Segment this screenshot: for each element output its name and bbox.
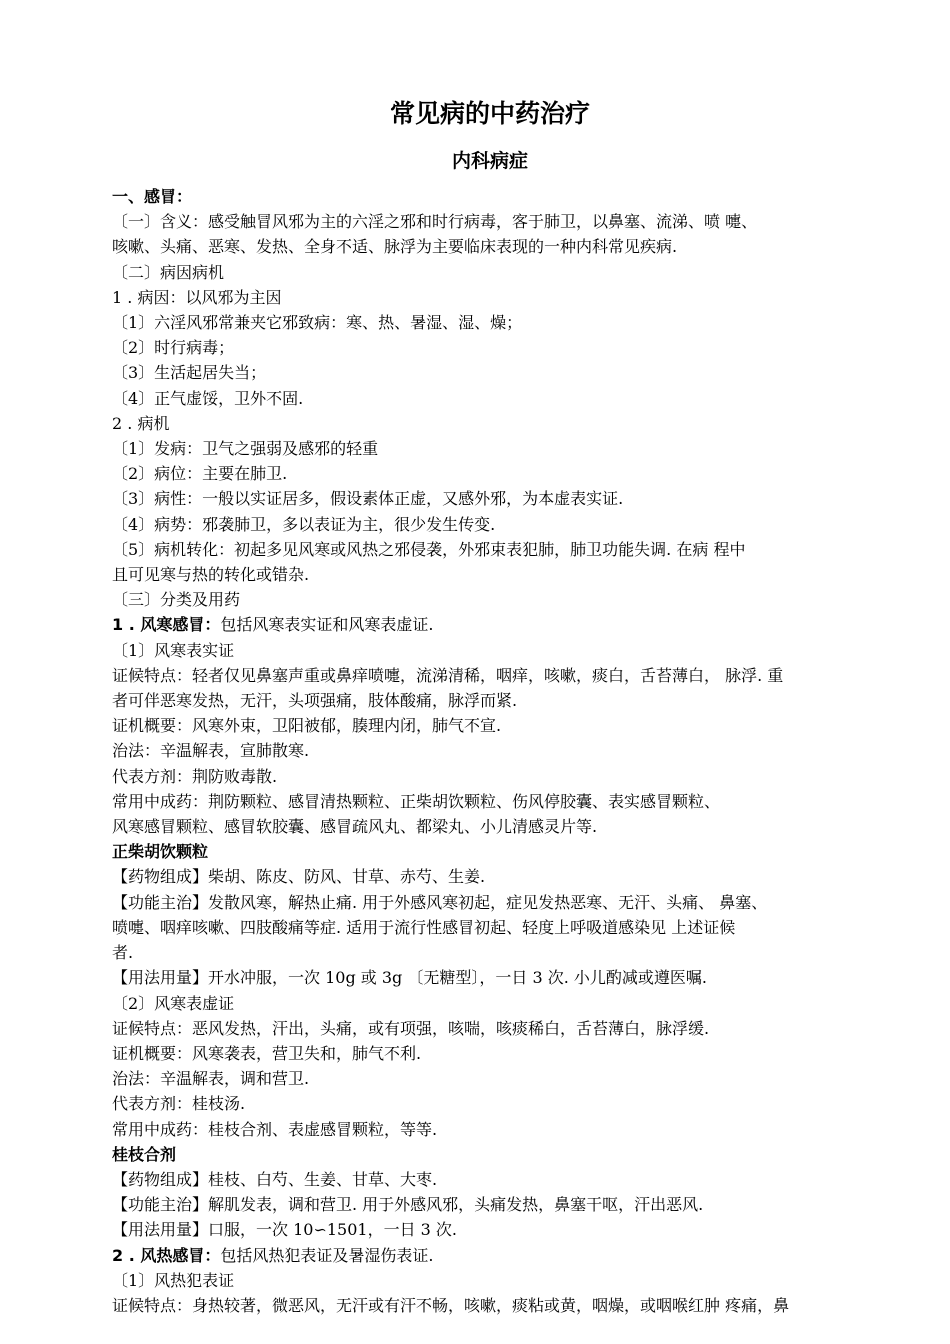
text-line xyxy=(112,839,868,864)
text-line xyxy=(112,411,868,436)
line-text: 〔3〕病性：一般以实证居多，假设素体正虚，又感外邪，为本虚表实证. xyxy=(112,489,624,509)
document-body xyxy=(112,184,868,1318)
text-line xyxy=(112,738,868,763)
text-line xyxy=(112,1167,868,1192)
line-text: 风寒感冒颗粒、感冒软胶囊、感冒疏风丸、都梁丸、小儿清感灵片等. xyxy=(112,817,598,837)
line-text: 〔2〕病位：主要在肺卫. xyxy=(112,464,288,484)
text-line xyxy=(112,1041,868,1066)
bold-heading: 一、感冒： xyxy=(112,187,193,206)
line-text: 常用中成药：桂枝合剂、表虚感冒颗粒，等等. xyxy=(112,1119,438,1139)
line-text: 者可伴恶寒发热，无汗，头项强痛，肢体酸痛，脉浮而紧. xyxy=(112,691,518,711)
line-text: 〔4〕正气虚馁，卫外不固. xyxy=(112,388,304,408)
text-line xyxy=(112,965,868,990)
text-line xyxy=(112,1217,868,1242)
line-text: 【药物组成】柴胡、陈皮、防风、甘草、赤芍、生姜. xyxy=(112,867,486,887)
text-line xyxy=(112,537,868,562)
text-line xyxy=(112,1016,868,1041)
text-line xyxy=(112,486,868,511)
text-line xyxy=(112,663,868,688)
line-text: 〔2〕风寒表虚证 xyxy=(112,993,235,1013)
line-text: 证候特点：轻者仅见鼻塞声重或鼻痒喷嚏，流涕清稀，咽痒，咳嗽，痰白，舌苔薄白， 脉浮. 重 xyxy=(112,665,784,685)
text-line xyxy=(112,688,868,713)
line-text: 证机概要：风寒袭表，营卫失和，肺气不利. xyxy=(112,1043,422,1063)
line-text: 代表方剂：荆防败毒散. xyxy=(112,766,278,786)
text-line xyxy=(112,764,868,789)
text-line xyxy=(112,285,868,310)
text-line xyxy=(112,1293,868,1318)
text-line xyxy=(112,1142,868,1167)
line-text: 〔二〕病因病机 xyxy=(112,262,225,282)
line-text: 1 . 病因：以风邪为主因 xyxy=(112,287,282,307)
text-line xyxy=(112,234,868,259)
text-line xyxy=(112,1066,868,1091)
text-line xyxy=(112,814,868,839)
line-text: 证机概要：风寒外束，卫阳被郁，腠理内闭，肺气不宣. xyxy=(112,716,502,736)
text-line xyxy=(112,1091,868,1116)
bold-heading: 2 . 风热感冒： xyxy=(112,1245,221,1265)
text-line xyxy=(112,386,868,411)
text-line xyxy=(112,562,868,587)
text-line xyxy=(112,1117,868,1142)
text-line xyxy=(112,461,868,486)
line-text: 治法：辛温解表，调和营卫. xyxy=(112,1069,310,1089)
text-line xyxy=(112,1243,868,1268)
text-line xyxy=(112,436,868,461)
line-text: 〔3〕生活起居失当； xyxy=(112,363,267,383)
line-text: 喷嚏、咽痒咳嗽、四肢酸痛等症. 适用于流行性感冒初起、轻度上呼吸道感染见 上述证候 xyxy=(112,917,736,937)
line-text: 〔1〕风热犯表证 xyxy=(112,1270,235,1290)
section-subtitle: 内科病症 xyxy=(451,150,528,172)
text-line xyxy=(112,260,868,285)
line-text: 咳嗽、头痛、恶寒、发热、全身不适、脉浮为主要临床表现的一种内科常见疾病. xyxy=(112,237,678,257)
text-line xyxy=(112,1268,868,1293)
text-line xyxy=(112,612,868,637)
line-text: 【功能主治】发散风寒，解热止痛. 用于外感风寒初起，症见发热恶寒、无汗、头痛、 鼻塞、 xyxy=(112,892,768,912)
line-text: 〔一〕含义：感受触冒风邪为主的六淫之邪和时行病毒，客于肺卫，以鼻塞、流涕、喷 嚏、 xyxy=(112,212,758,232)
line-text: 常用中成药：荆防颗粒、感冒清热颗粒、正柴胡饮颗粒、伤风停胶囊、表实感冒颗粒、 xyxy=(112,791,721,811)
bold-heading: 正柴胡饮颗粒 xyxy=(112,842,209,862)
text-line xyxy=(112,991,868,1016)
line-text: 证候特点：身热较著，微恶风，无汗或有汗不畅，咳嗽，痰粘或黄，咽燥，或咽喉红肿 疼痛，鼻 xyxy=(112,1295,790,1315)
text-line xyxy=(112,713,868,738)
line-text: 【用法用量】开水冲服，一次 10g 或 3g 〔无糖型〕，一日 3 次. 小儿酌减或遵医嘱. xyxy=(112,968,707,988)
text-line xyxy=(112,789,868,814)
line-text: 〔三〕分类及用药 xyxy=(112,590,241,610)
line-text: 治法：辛温解表，宣肺散寒. xyxy=(112,741,310,761)
line-text: 2 . 病机 xyxy=(112,413,170,433)
text-line xyxy=(112,915,868,940)
text-line xyxy=(112,587,868,612)
text-line xyxy=(112,890,868,915)
line-text: 〔2〕时行病毒； xyxy=(112,338,235,358)
text-line xyxy=(112,335,868,360)
text-line xyxy=(112,310,868,335)
line-text: 【用法用量】口服，一次 10∽1501，一日 3 次. xyxy=(112,1220,458,1240)
line-text: 包括风寒表实证和风寒表虚证. xyxy=(220,615,434,635)
line-text: 【药物组成】桂枝、白芍、生姜、甘草、大枣. xyxy=(112,1169,438,1189)
text-line xyxy=(112,940,868,965)
line-text: 〔1〕风寒表实证 xyxy=(112,640,235,660)
text-line xyxy=(112,638,868,663)
line-text: 〔1〕发病：卫气之强弱及感邪的轻重 xyxy=(112,439,379,459)
line-text: 代表方剂：桂枝汤. xyxy=(112,1094,246,1114)
line-text: 包括风热犯表证及暑湿伤表证. xyxy=(220,1245,434,1265)
line-text: 〔4〕病势：邪袭肺卫，多以表证为主，很少发生传变. xyxy=(112,514,496,534)
line-text: 且可见寒与热的转化或错杂. xyxy=(112,565,310,585)
text-line xyxy=(112,864,868,889)
text-line xyxy=(112,209,868,234)
text-line xyxy=(112,512,868,537)
text-line xyxy=(112,360,868,385)
line-text: 〔5〕病机转化：初起多见风寒或风热之邪侵袭，外邪束表犯肺，肺卫功能失调. 在病 程中 xyxy=(112,539,746,559)
line-text: 【功能主治】解肌发表，调和营卫. 用于外感风邪，头痛发热，鼻塞干呕，汗出恶风. xyxy=(112,1195,704,1215)
line-text: 证候特点：恶风发热，汗出，头痛，或有项强，咳喘，咳痰稀白，舌苔薄白，脉浮缓. xyxy=(112,1018,710,1038)
line-text: 〔1〕六淫风邪常兼夹它邪致病：寒、热、暑湿、湿、燥； xyxy=(112,313,523,333)
line-text: 者. xyxy=(112,943,134,963)
bold-heading: 桂枝合剂 xyxy=(112,1144,177,1164)
text-line xyxy=(112,184,868,209)
text-line xyxy=(112,1192,868,1217)
bold-heading: 1 . 风寒感冒： xyxy=(112,615,221,635)
page-title: 常见病的中药治疗 xyxy=(389,99,590,128)
